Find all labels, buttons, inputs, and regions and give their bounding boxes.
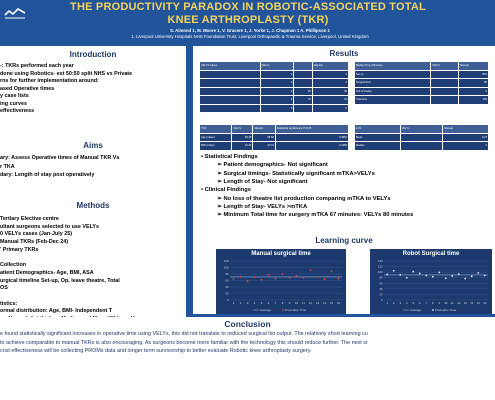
table-cell: 3.27 (443, 133, 489, 142)
text-line: ormal distribution: Age, BMI- Independent T (0, 308, 113, 315)
data-point (432, 276, 434, 278)
text-line: tistics: (0, 300, 18, 307)
x-tick-label: 15 (476, 301, 480, 305)
data-point (445, 277, 447, 279)
finding-item (217, 196, 391, 204)
table-header-cell: Manual (443, 125, 489, 134)
heading-bullet-icon: • (201, 187, 205, 194)
data-point (282, 273, 284, 275)
table-cell: 5 (260, 104, 294, 113)
x-tick-label: 1 (386, 301, 389, 305)
finding-item (217, 162, 328, 170)
table-cell: 55 (294, 87, 313, 96)
bullet-icon: ➢ (217, 203, 224, 210)
results-title: Results (329, 49, 359, 58)
data-point (254, 276, 256, 278)
data-point (275, 278, 277, 280)
data-point (261, 279, 263, 281)
text-line: ary: Assess Operative times of Manual TKR Vs (0, 155, 120, 161)
table-row (355, 70, 489, 79)
legend-point-swatch (432, 309, 434, 311)
finding-item (217, 171, 375, 179)
x-tick-label: 12 (457, 301, 461, 305)
data-point (240, 276, 242, 278)
table-cell (431, 70, 459, 79)
data-point (338, 278, 340, 280)
y-tick-label: 120 (223, 259, 229, 263)
x-tick-label: 15 (329, 301, 334, 305)
y-tick-label: 140 (377, 259, 383, 263)
bullet-icon: ➢ (217, 212, 224, 219)
table-cell: 33 (312, 96, 348, 105)
data-point (425, 275, 427, 277)
y-tick-label: 20 (225, 291, 229, 296)
text-line: OS (0, 285, 8, 292)
table-cell: Out of theatre (355, 87, 431, 96)
table-row (355, 79, 489, 88)
x-tick-label: 6 (418, 301, 421, 305)
table-row (355, 96, 489, 105)
manual-surgical-time-chart (216, 249, 346, 314)
legend-point-label: Procedure Time (285, 308, 307, 312)
y-tick-label: 60 (379, 281, 383, 286)
text-line: 0 VELYs cases (Jan-July 25) (0, 231, 73, 238)
data-point (458, 273, 460, 275)
table-header-cell: LOS (355, 125, 401, 134)
table-row (355, 142, 489, 151)
text-line: cost effectiveness will be collecting PROMs data and longer term survivorship to better evaluate Robotic knee arthroplasty surgery. (0, 348, 312, 354)
y-tick-label: 100 (223, 265, 229, 270)
table-row (200, 142, 349, 151)
text-line: to achieve comparable to manual TKRs is also encouraging. As surgeons become more familiar with the technology this should reduce further. The next st (0, 339, 368, 346)
y-tick-label: 20 (379, 292, 383, 297)
x-tick-label: 10 (444, 301, 448, 305)
finding-text: Length of Stay- VELYs >mTKA (223, 203, 308, 210)
table-cell (431, 96, 459, 105)
finding-heading (201, 154, 258, 162)
y-tick-label: 120 (377, 264, 383, 269)
x-tick-label: 3 (246, 301, 249, 305)
data-point (484, 275, 486, 277)
text-line: dary: Length of stay post operatively (0, 172, 95, 178)
author-list: S. Almond 1, M. Moore 1, V. Gracere 1, J. Yorke 1, J. Chapman 1 A. Phillipson 1 (170, 28, 330, 33)
y-tick-label: 80 (379, 275, 383, 280)
table-cell: 68.18 (232, 133, 253, 142)
table-cell: 3 (260, 87, 294, 96)
nhs-logo-icon (3, 6, 27, 22)
text-line: atient Demographics- Age, BMI, ASA (0, 269, 94, 276)
table-header-cell: Manual (459, 62, 489, 71)
data-point (247, 280, 249, 282)
table-cell (200, 87, 261, 96)
data-point (296, 275, 298, 277)
x-tick-label: 5 (260, 301, 263, 305)
data-point (324, 278, 326, 280)
finding-text: Surgical timings- Statistically significant mTKA>VELYs (223, 170, 375, 177)
table-cell: 0.4485 (275, 142, 348, 151)
text-line: rns for further implementation around: (0, 78, 99, 84)
aims-title: Aims (83, 141, 103, 150)
table-cell (200, 70, 261, 79)
table-cell: 2 (443, 142, 489, 151)
table-header-cell: Manual (312, 62, 348, 71)
y-tick-label: 40 (225, 285, 229, 289)
poster-header (0, 0, 495, 46)
table-header-cell (294, 62, 313, 71)
methods-title: Methods (76, 201, 110, 210)
data-point (477, 272, 479, 274)
text-line: Manual TKRs (Feb-Dec 24) (0, 239, 68, 246)
table-cell: 30.74 (253, 142, 276, 151)
x-tick-label: 14 (470, 301, 474, 305)
learning-curve-title: Learning curve (315, 236, 373, 245)
table-header-cell: VELYs (232, 125, 253, 134)
table-cell (400, 142, 443, 151)
table-cell: 4 (260, 96, 294, 105)
length-of-stay-table (354, 124, 489, 151)
legend-point-swatch (282, 309, 284, 311)
x-tick-label: 13 (463, 301, 467, 305)
right-panel (193, 46, 495, 314)
text-line: e found statistically significant increases in operative time using VELYs, this did not translate to reduced surgical list output. The relatively short learning cu (0, 331, 368, 337)
table-row (200, 79, 349, 88)
chart-title: Robot Surgical time (402, 251, 460, 257)
poster-title: THE PRODUCTIVITY PARADOX IN ROBOTIC-ASSOCIATED TOTAL KNEE ARTHROPLASTY (TKR) (70, 1, 426, 26)
finding-text: Statistical Findings (204, 154, 258, 160)
table-cell: Median (355, 142, 401, 151)
table-cell: 70 (294, 96, 313, 105)
table-cell: BMI (mean) (200, 142, 232, 151)
table-header-cell: VELYs (431, 62, 459, 71)
text-line: Collection (0, 262, 27, 269)
heading-bullet-icon: • (201, 154, 205, 160)
table-header-cell: Statistical significance P<0.05 (275, 125, 348, 134)
data-point (233, 278, 235, 280)
table-header-cell: Median Time (Minutes) (355, 62, 431, 71)
text-line: y case lists (0, 93, 29, 99)
data-point (399, 274, 401, 276)
table-cell: Mean (355, 133, 401, 142)
y-tick-label: 60 (225, 278, 229, 283)
table-cell: 31.24 (232, 142, 253, 151)
table-cell: 1 (260, 70, 294, 79)
table-cell: 2 (260, 79, 294, 88)
legend-average-label: Average (410, 308, 422, 312)
text-line: ultant surgeons selected to use VELYs (0, 223, 99, 230)
conclusion-strip (0, 317, 495, 400)
text-line: urgical timeline Set-up, Op, leave theatre, Total (0, 277, 120, 284)
y-tick-label: 80 (225, 272, 229, 276)
robot-surgical-time-chart (370, 249, 492, 314)
text-line: ing curves (0, 100, 27, 107)
text-line: -: TKRs performed each year (0, 63, 74, 69)
table-cell: Total time (355, 96, 431, 105)
finding-item (217, 212, 413, 220)
y-tick-label: 0 (380, 298, 383, 302)
x-tick-label: 7 (274, 301, 277, 305)
data-point (289, 277, 291, 279)
demographics-table (199, 124, 349, 151)
table-cell: 38.5 (459, 70, 489, 79)
x-tick-label: 1 (232, 301, 235, 305)
x-tick-label: 11 (302, 301, 305, 305)
table-cell (294, 104, 313, 113)
x-tick-label: 8 (281, 301, 284, 305)
table-row (355, 87, 489, 96)
finding-text: Length of Stay- Not significant (223, 178, 308, 185)
x-tick-label: 12 (308, 301, 313, 305)
bullet-icon: ➢ (217, 162, 224, 169)
table-cell: 4 (312, 79, 348, 88)
x-tick-label: 4 (405, 301, 408, 305)
x-tick-label: 7 (425, 301, 428, 305)
data-point (451, 275, 453, 277)
x-tick-label: 6 (267, 301, 270, 305)
affiliation: 1. Liverpool University Hospitals NHS Foundation Trust, Liverpool Orthopaedic & Trauma Service, Liverpool, United Kingdom (131, 34, 369, 39)
x-tick-label: 16 (483, 301, 487, 305)
data-point (412, 271, 414, 273)
finding-text: Patient demographics- Not significant (223, 162, 328, 169)
table-row (200, 87, 349, 96)
table-cell (294, 79, 313, 88)
data-point (438, 272, 440, 274)
table-cell (200, 79, 261, 88)
conclusion-title: Conclusion (224, 319, 271, 329)
finding-item (217, 204, 307, 212)
table-header-cell: TKR (200, 125, 232, 134)
y-tick-label: 40 (379, 286, 383, 291)
table-header-cell: VELYS Cases (200, 62, 261, 71)
table-cell (294, 70, 313, 79)
table-cell: 80 (459, 79, 489, 88)
data-point (406, 277, 408, 279)
chart-plot (370, 249, 492, 314)
table-cell: 155 (459, 96, 489, 105)
table-cell: 28 (312, 87, 348, 96)
text-line: ased Operative times (0, 85, 55, 92)
finding-heading (201, 187, 251, 195)
data-point (331, 271, 333, 273)
x-tick-label: 4 (253, 301, 256, 305)
bullet-icon: ➢ (217, 195, 224, 202)
table-header-cell: VELYs (400, 125, 443, 134)
finding-text: No loss of theatre list production comparing mTKA to VELYs (223, 195, 391, 202)
bullet-icon: ➢ (217, 170, 224, 177)
data-point (419, 273, 421, 275)
text-line: Tertiary Elective centre (0, 216, 59, 222)
data-point (386, 273, 388, 275)
data-point (471, 275, 473, 277)
finding-text: Clinical Findings (204, 187, 252, 194)
legend-average-label: Average (260, 308, 272, 312)
text-line: done using Robotics- est 50:50 split NHS vs Private (0, 70, 133, 77)
table-cell: 0.4854 (275, 133, 348, 142)
x-tick-label: 14 (322, 301, 327, 305)
median-time-table (354, 61, 489, 105)
table-cell: 0 (312, 104, 348, 113)
table-cell (200, 96, 261, 105)
data-point (268, 274, 270, 276)
y-tick-label: 100 (377, 270, 383, 275)
x-tick-label: 9 (438, 301, 441, 305)
data-point (310, 269, 312, 271)
table-row (200, 133, 349, 142)
x-tick-label: 16 (336, 301, 341, 305)
x-tick-label: 3 (399, 301, 402, 305)
finding-item (217, 179, 308, 187)
text-line: r TKA (0, 163, 15, 170)
table-header-cell: VELYs (260, 62, 294, 71)
bullet-icon: ➢ (217, 178, 224, 185)
text-line: ' Primary TKRs (0, 246, 39, 253)
x-tick-label: 2 (392, 301, 395, 305)
introduction-title: Introduction (69, 50, 117, 59)
table-cell (200, 104, 261, 113)
x-tick-label: 8 (431, 301, 434, 305)
x-tick-label: 13 (315, 301, 320, 305)
poster-authors (60, 28, 440, 40)
x-tick-label: 9 (288, 301, 291, 305)
data-point (303, 277, 305, 279)
table-row (200, 96, 349, 105)
legend-point-label: Procedure Time (435, 308, 457, 312)
table-cell: 9 (459, 87, 489, 96)
data-point (464, 278, 466, 280)
finding-text: Minimum Total time for surgery mTKA 67 minutes: VELYs 80 minutes (223, 212, 414, 219)
table-cell: Surgical time (355, 79, 431, 88)
y-tick-label: 0 (226, 298, 229, 302)
table-row (200, 70, 349, 79)
x-tick-label: 2 (239, 301, 242, 305)
table-cell (431, 79, 459, 88)
table-cell: 68.68 (253, 133, 276, 142)
text-line: effectiveness (0, 108, 35, 114)
table-header-cell: Manual (253, 125, 276, 134)
data-point (317, 276, 319, 278)
operative-cases-table (199, 61, 349, 113)
x-tick-label: 5 (412, 301, 415, 305)
table-cell: Age (mean) (200, 133, 232, 142)
x-tick-label: 11 (450, 301, 454, 305)
chart-title: Manual surgical time (251, 251, 311, 257)
table-cell: 3 (312, 70, 348, 79)
table-row (355, 133, 489, 142)
data-point (393, 270, 395, 272)
table-cell: Set up (355, 70, 431, 79)
chart-plot (216, 249, 346, 314)
table-cell (431, 87, 459, 96)
x-tick-label: 10 (294, 301, 299, 305)
table-cell (400, 133, 443, 142)
table-row (200, 104, 349, 113)
